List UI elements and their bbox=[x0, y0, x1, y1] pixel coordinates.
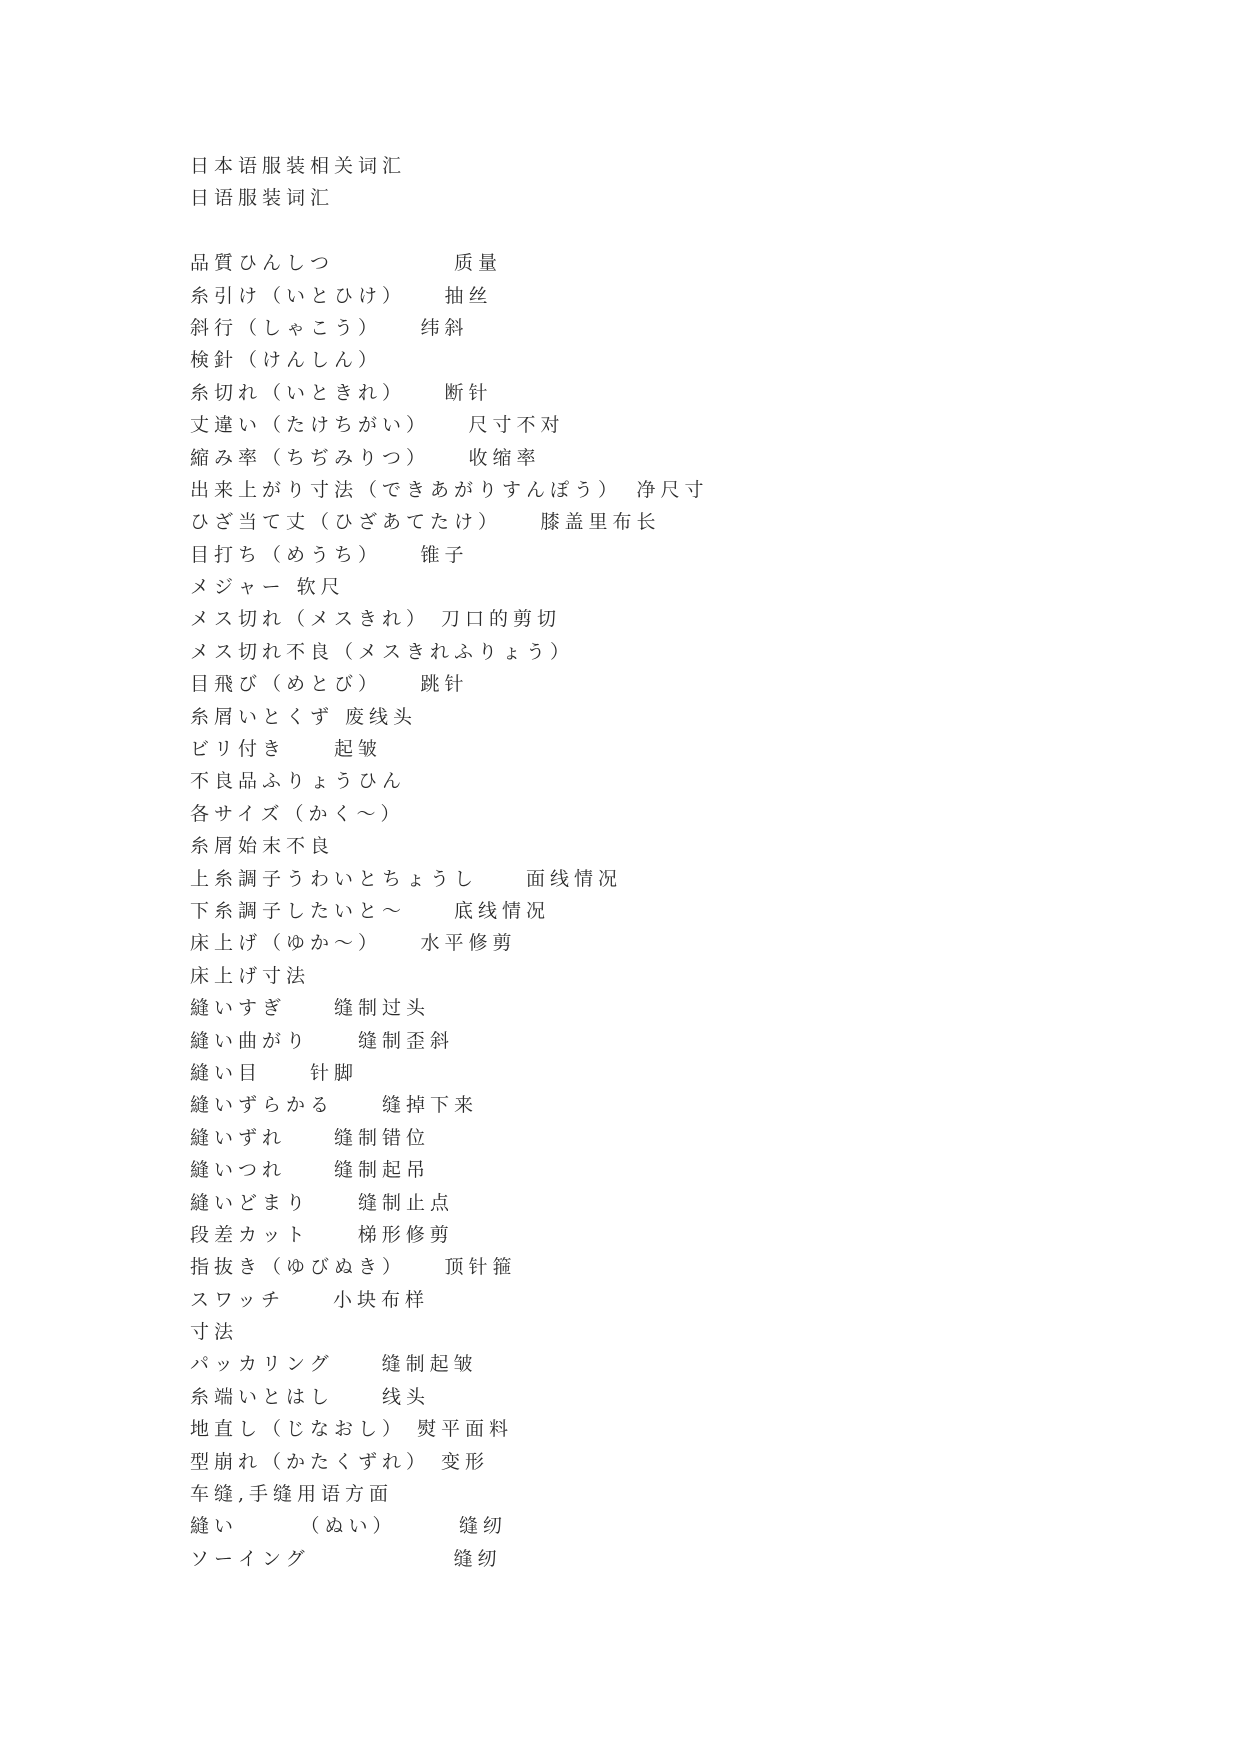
vocab-entry: 糸引け（いとひけ） 抽丝 bbox=[190, 284, 493, 307]
vocab-entry: 目飛び（めとび） 跳针 bbox=[190, 673, 469, 696]
vocab-entry: 丈違い（たけちがい） 尺寸不对 bbox=[190, 414, 565, 437]
vocab-entry: ソーイング 缝纫 bbox=[190, 1547, 502, 1570]
vocab-entry: 縫い曲がり 缝制歪斜 bbox=[190, 1029, 455, 1052]
vocab-entry: 床上げ寸法 bbox=[190, 964, 311, 987]
vocab-entry: 糸切れ（いときれ） 断针 bbox=[190, 381, 493, 404]
vocab-entry: 各サイズ（かく～） bbox=[190, 802, 405, 825]
vocab-entry: スワッチ 小块布样 bbox=[190, 1288, 430, 1311]
document-subtitle: 日语服装词汇 bbox=[190, 187, 335, 210]
vocab-entry: メス切れ不良（メスきれふりょう） bbox=[190, 640, 575, 663]
vocab-entry: 目打ち（めうち） 锥子 bbox=[190, 543, 469, 566]
vocab-entry: 床上げ（ゆか～） 水平修剪 bbox=[190, 932, 517, 955]
vocab-entry: メス切れ（メスきれ） 刀口的剪切 bbox=[190, 608, 562, 631]
vocab-entry: 縫い （ぬい） 缝纫 bbox=[190, 1515, 508, 1538]
vocab-entry: 縫い目 针脚 bbox=[190, 1061, 359, 1084]
vocab-entry: ビリ付き 起皱 bbox=[190, 738, 383, 761]
vocab-entry: 上糸調子うわいとちょうし 面线情况 bbox=[190, 867, 623, 890]
vocab-entry: 縫いずらかる 缝掉下来 bbox=[190, 1094, 479, 1117]
section-heading: 车缝,手缝用语方面 bbox=[190, 1483, 394, 1506]
document-title: 日本语服装相关词汇 bbox=[190, 155, 407, 177]
vocab-entry: 不良品ふりょうひん bbox=[190, 770, 407, 793]
vocab-entry: 斜行（しゃこう） 纬斜 bbox=[190, 316, 469, 339]
vocab-entry: 品質ひんしつ 质量 bbox=[190, 252, 503, 275]
vocab-entry: 型崩れ（かたくずれ） 变形 bbox=[190, 1450, 490, 1473]
vocab-entry: 寸法 bbox=[190, 1321, 239, 1344]
vocab-entry: 縮み率（ちぢみりつ） 收缩率 bbox=[190, 446, 541, 469]
vocab-entry: 糸屑いとくず 废线头 bbox=[190, 705, 418, 728]
vocab-entry: 縫いつれ 缝制起吊 bbox=[190, 1159, 431, 1182]
vocab-entry: 下糸調子したいと～ 底线情况 bbox=[190, 899, 551, 922]
vocab-entry: メジャー 软尺 bbox=[190, 576, 345, 599]
vocab-entry: 段差カット 梯形修剪 bbox=[190, 1223, 454, 1246]
document-body bbox=[190, 150, 1090, 1575]
vocab-entry: 縫いどまり 缝制止点 bbox=[190, 1191, 455, 1214]
vocab-entry: パッカリング 缝制起皱 bbox=[190, 1353, 478, 1376]
vocab-entry: 糸屑始末不良 bbox=[190, 835, 335, 858]
vocab-entry: 縫いすぎ 缝制过头 bbox=[190, 997, 431, 1020]
vocab-entry: 地直し（じなおし） 熨平面料 bbox=[190, 1418, 514, 1441]
vocab-entry: ひざ当て丈（ひざあてたけ） 膝盖里布长 bbox=[190, 511, 661, 534]
vocab-entry: 出来上がり寸法（できあがりすんぽう） 净尺寸 bbox=[190, 478, 709, 501]
vocab-entry: 検針（けんしん） bbox=[190, 349, 383, 372]
blank-line bbox=[190, 215, 1090, 247]
vocab-entry: 縫いずれ 缝制错位 bbox=[190, 1126, 431, 1149]
vocab-entry: 指抜き（ゆびぬき） 顶针箍 bbox=[190, 1256, 517, 1279]
vocab-entry: 糸端いとはし 线头 bbox=[190, 1385, 431, 1408]
